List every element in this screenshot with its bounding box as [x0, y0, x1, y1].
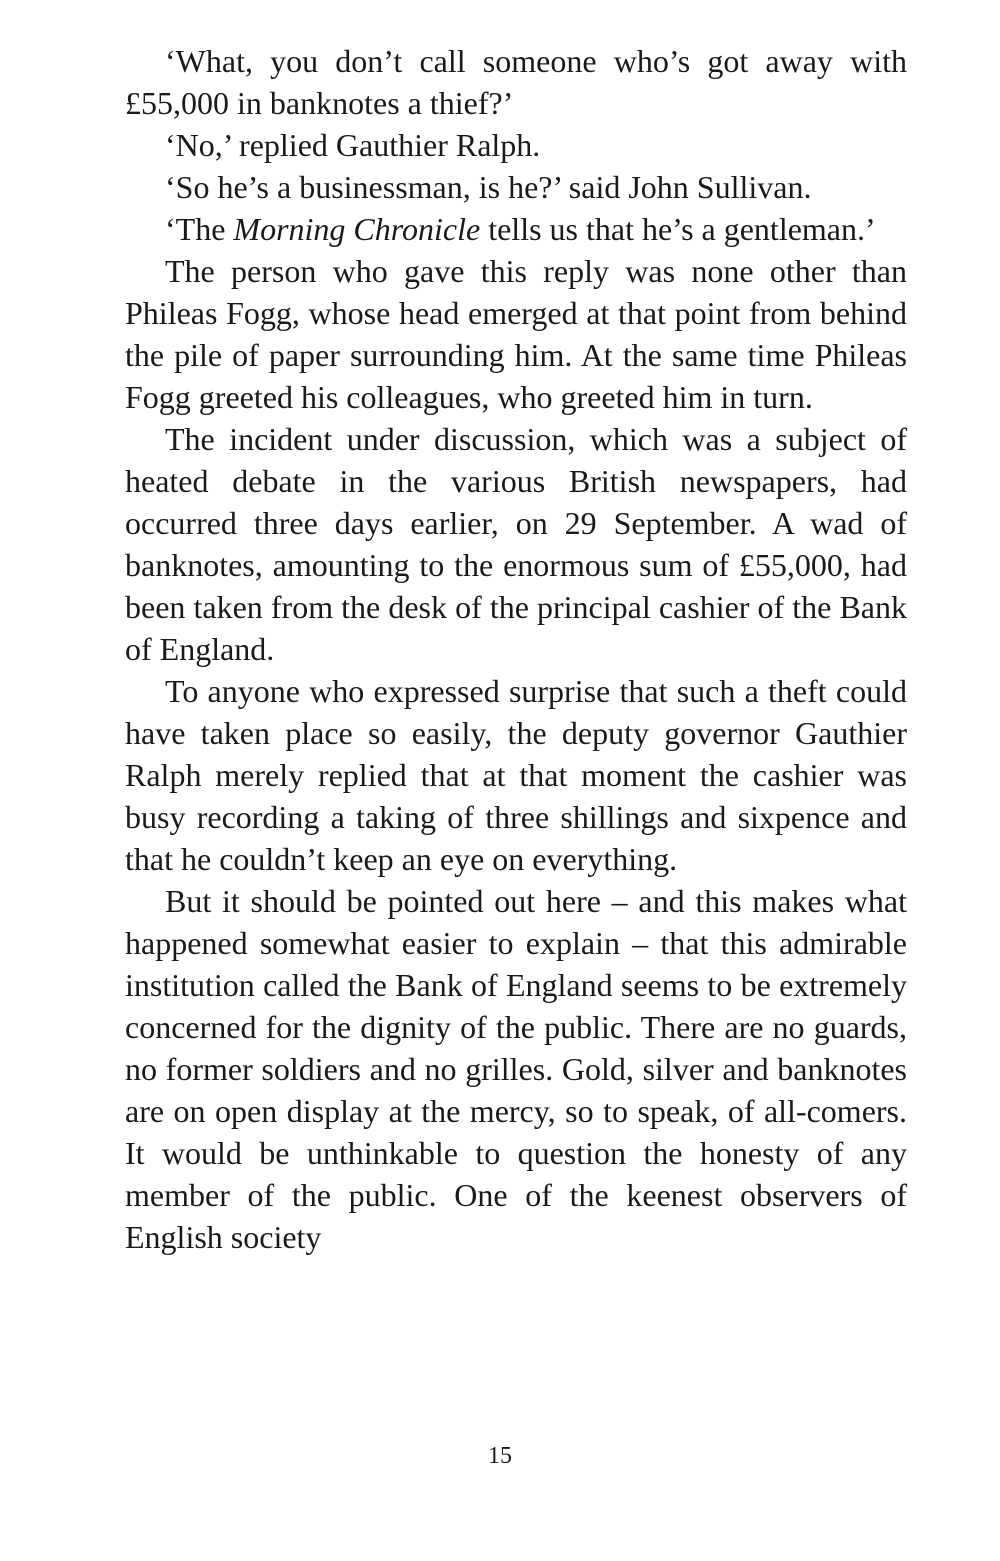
paragraph-8: But it should be pointed out here – and this makes what happened somewhat easier to explain – that this admirable institution called the Bank of England seems to be extremely concerned for the dignity of the public. There are no guards, no former soldiers and no grilles. Gold, silver and banknotes are on open display at the mercy, so to speak, of all-comers. It would be unthinkable to question the honesty of any member of the public. One of the keenest observers of English society	[125, 883, 907, 1255]
newspaper-title: Morning Chronicle	[233, 211, 481, 247]
paragraph-2: ‘No,’ replied Gauthier Ralph.	[165, 127, 541, 163]
body-text	[125, 40, 907, 1258]
paragraph-6: The incident under discussion, which was a subject of heated debate in the various British newspapers, had occurred three days earlier, on 29 September. A wad of banknotes, amounting to the enormous sum of £55,000, had been taken from the desk of the principal cashier of the Bank of England.	[125, 421, 907, 667]
page-number: 15	[488, 1443, 512, 1469]
paragraph-4	[125, 208, 907, 250]
paragraph-3: ‘So he’s a businessman, is he?’ said John Sullivan.	[165, 169, 812, 205]
paragraph-7: To anyone who expressed surprise that such a theft could have taken place so easily, the deputy governor Gauthier Ralph merely replied that at that moment the cashier was busy recording a taking of three shillings and sixpence and that he couldn’t keep an eye on everything.	[125, 673, 907, 877]
paragraph-1: ‘What, you don’t call someone who’s got away with £55,000 in banknotes a thief?’	[125, 43, 907, 121]
paragraph-5: The person who gave this reply was none other than Phileas Fogg, whose head emerged at that point from behind the pile of paper surrounding him. At the same time Phileas Fogg greeted his colleagues, who greeted him in turn.	[125, 253, 907, 415]
paragraph-4-before: ‘The	[165, 211, 234, 247]
paragraph-4-after: tells us that he’s a gentleman.’	[480, 211, 876, 247]
